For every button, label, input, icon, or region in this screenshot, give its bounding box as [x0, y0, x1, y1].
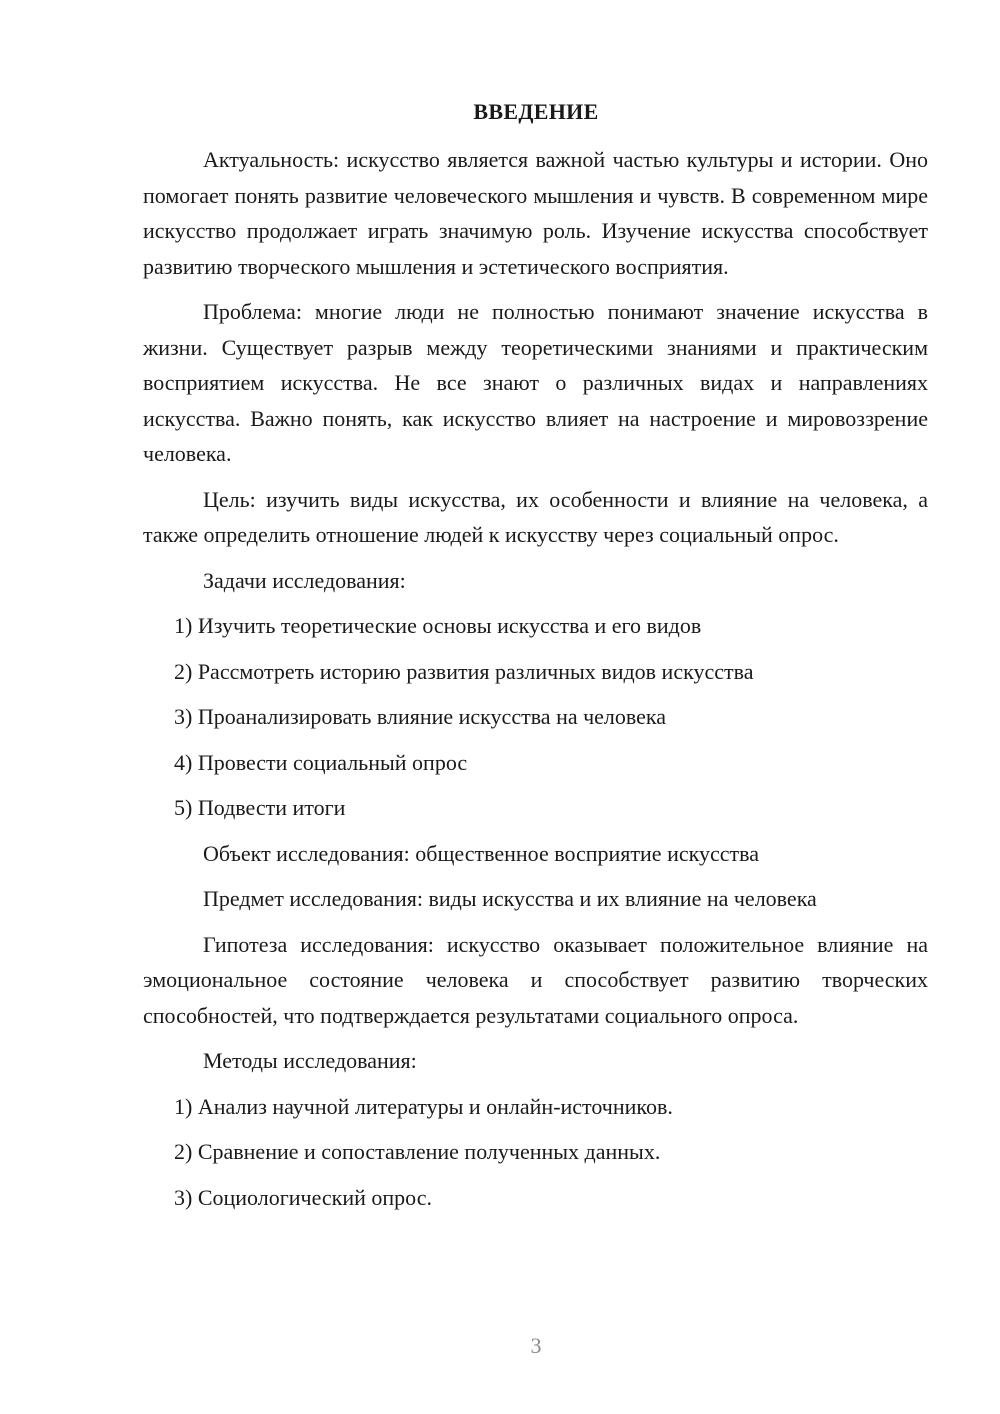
page-title: ВВЕДЕНИЕ [473, 99, 599, 124]
methods-title: Методы исследования: [203, 1048, 417, 1073]
task-item-5: 5) Подвести итоги [174, 795, 346, 820]
task-item-1: 1) Изучить теоретические основы искусства и его видов [174, 613, 702, 638]
goal-paragraph: Цель: изучить виды искусства, их особенности и влияние на человека, а также определить отношение людей к искусству через социальный опрос. [143, 486, 928, 547]
page-number: 3 [530, 1333, 542, 1358]
problem-paragraph: Проблема: многие люди не полностью понимают значение искусства в жизни. Существует разрыв между теоретическими знаниями и практическим восприятием искусства. Не все знают о различных видах и направлениях искусства. Важно понять, как искусство влияет на настроение и мировоззрение человека. [143, 299, 928, 466]
research-subject: Предмет исследования: виды искусства и их влияние на человека [203, 886, 817, 911]
method-item-2: 2) Сравнение и сопоставление полученных данных. [174, 1139, 661, 1164]
relevance-paragraph: Актуальность: искусство является важной частью культуры и истории. Оно помогает понять развитие человеческого мышления и чувств. В современном мире искусство продолжает играть значимую роль. Изучение искусства способствует развитию творческого мышления и эстетического восприятия. [143, 147, 928, 279]
method-item-1: 1) Анализ научной литературы и онлайн-источников. [174, 1093, 673, 1119]
research-object: Объект исследования: общественное восприятие искусства [203, 840, 759, 866]
hypothesis-paragraph: Гипотеза исследования: искусство оказывает положительное влияние на эмоциональное состояние человека и способствует развитию творческих способностей, что подтверждается результатами социального опроса. [143, 931, 928, 1028]
method-item-3: 3) Социологический опрос. [174, 1184, 432, 1210]
task-item-3: 3) Проанализировать влияние искусства на человека [174, 704, 667, 729]
task-item-2: 2) Рассмотреть историю развития различных видов искусства [174, 658, 754, 684]
document-body [143, 142, 928, 1225]
tasks-title: Задачи исследования: [203, 567, 406, 593]
task-item-4: 4) Провести социальный опрос [174, 749, 468, 775]
